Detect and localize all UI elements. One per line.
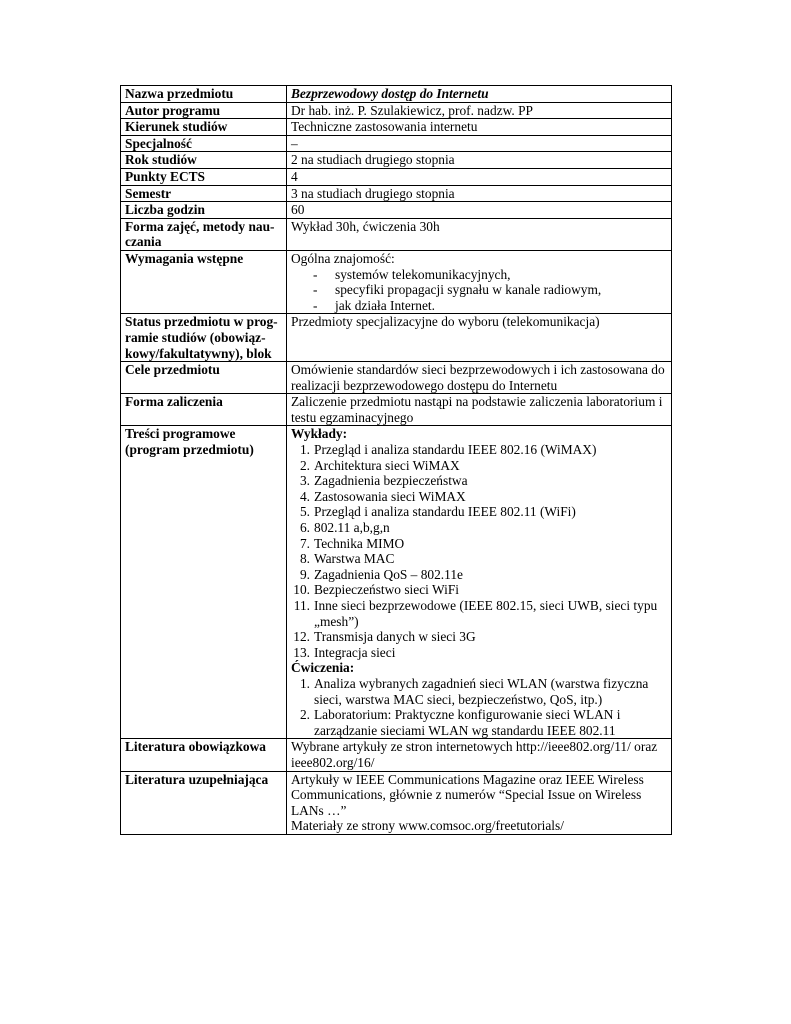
value-semestr: 3 na studiach drugiego stopnia bbox=[287, 185, 672, 202]
list-item bbox=[291, 707, 667, 738]
item-number: 2. bbox=[299, 457, 310, 473]
item-number: 8. bbox=[299, 551, 310, 567]
row-autor bbox=[121, 102, 672, 119]
label-kierunek: Kierunek studiów bbox=[121, 119, 287, 136]
row-semestr bbox=[121, 185, 672, 202]
value-status: Przedmioty specjalizacyjne do wyboru (telekomunikacja) bbox=[287, 314, 672, 362]
cwiczenia-header: Ćwiczenia: bbox=[291, 660, 355, 676]
item-number: 7. bbox=[299, 535, 310, 551]
label-semestr: Semestr bbox=[121, 185, 287, 202]
list-item: - jak działa Internet. bbox=[291, 298, 667, 314]
row-forma-zajec bbox=[121, 218, 672, 250]
row-ects bbox=[121, 168, 672, 185]
row-lit-uzup bbox=[121, 771, 672, 834]
item-text: Inne sieci bezprzewodowe (IEEE 802.15, sieci UWB, sieci typu „mesh”) bbox=[314, 598, 658, 629]
value-ects: 4 bbox=[287, 168, 672, 185]
row-cele bbox=[121, 362, 672, 394]
list-item bbox=[291, 567, 667, 583]
item-text: Transmisja danych w sieci 3G bbox=[314, 629, 476, 645]
lit-uzup-text-2: Materiały ze strony www.comsoc.org/freetutorials/ bbox=[291, 818, 564, 834]
row-rok bbox=[121, 152, 672, 169]
item-number: 11. bbox=[293, 598, 310, 613]
item-number: 4. bbox=[299, 488, 310, 504]
list-item bbox=[291, 629, 667, 645]
value-forma-zajec: Wykład 30h, ćwiczenia 30h bbox=[287, 218, 672, 250]
value-autor: Dr hab. inż. P. Szulakiewicz, prof. nadzw. PP bbox=[287, 102, 672, 119]
label-forma-zaliczenia: Forma zaliczenia bbox=[121, 394, 287, 426]
value-cele: Omówienie standardów sieci bezprzewodowych i ich zastosowana do realizacji bezprzewodowego dostępu do Internetu bbox=[287, 362, 672, 394]
item-number: 3. bbox=[299, 473, 310, 489]
wymagania-list bbox=[291, 267, 667, 314]
list-item bbox=[291, 582, 667, 598]
item-number: 9. bbox=[299, 566, 310, 582]
row-status bbox=[121, 314, 672, 362]
list-item: - systemów telekomunikacyjnych, bbox=[291, 267, 667, 283]
item-text: Bezpieczeństwo sieci WiFi bbox=[314, 582, 459, 598]
list-item bbox=[291, 598, 667, 629]
item-number: 10. bbox=[293, 582, 310, 598]
item-text: Architektura sieci WiMAX bbox=[314, 457, 460, 473]
lit-uzup-text-1: Artykuły w IEEE Communications Magazine oraz IEEE Wireless Communications, głównie z numerów “Special Issue on Wireless LANs …” bbox=[291, 771, 644, 818]
item-number: 5. bbox=[299, 504, 310, 520]
row-tresci bbox=[121, 426, 672, 739]
item-number: 13. bbox=[293, 644, 310, 660]
list-item bbox=[291, 536, 667, 552]
list-item bbox=[291, 676, 667, 707]
label-status: Status przedmiotu w prog-ramie studiów (obowiąz-kowy/fakultatywny), blok bbox=[121, 314, 287, 362]
list-item bbox=[291, 489, 667, 505]
item-number: 6. bbox=[299, 520, 310, 536]
row-kierunek bbox=[121, 119, 672, 136]
list-item bbox=[291, 551, 667, 567]
item-text: Analiza wybranych zagadnień sieci WLAN (warstwa fizyczna sieci, warstwa MAC sieci, bezpieczeństwo, QoS, itp.) bbox=[314, 675, 649, 707]
item-number: 1. bbox=[299, 442, 310, 458]
wyklady-header: Wykłady: bbox=[291, 426, 348, 442]
value-kierunek: Techniczne zastosowania internetu bbox=[287, 119, 672, 136]
value-wymagania bbox=[287, 250, 672, 313]
label-lit-uzup: Literatura uzupełniająca bbox=[121, 771, 287, 834]
wymagania-intro: Ogólna znajomość: bbox=[291, 250, 395, 266]
item-text: Technika MIMO bbox=[314, 535, 405, 551]
item-text: Integracja sieci bbox=[314, 644, 396, 660]
item-text: Warstwa MAC bbox=[314, 551, 395, 567]
value-tresci bbox=[287, 426, 672, 739]
value-nazwa: Bezprzewodowy dostęp do Internetu bbox=[287, 86, 672, 103]
value-lit-obow: Wybrane artykuły ze stron internetowych http://ieee802.org/11/ oraz ieee802.org/16/ bbox=[287, 739, 672, 771]
label-cele: Cele przedmiotu bbox=[121, 362, 287, 394]
item-number: 2. bbox=[299, 707, 310, 723]
list-item bbox=[291, 645, 667, 661]
value-forma-zaliczenia: Zaliczenie przedmiotu nastąpi na podstawie zaliczenia laboratorium i testu egzaminacyjnego bbox=[287, 394, 672, 426]
label-autor: Autor programu bbox=[121, 102, 287, 119]
item-text: Laboratorium: Praktyczne konfigurowanie sieci WLAN i zarządzanie sieciami WLAN wg standardu IEEE 802.11 bbox=[314, 707, 621, 738]
value-godziny: 60 bbox=[287, 202, 672, 219]
item-text: Przegląd i analiza standardu IEEE 802.11 (WiFi) bbox=[314, 504, 576, 520]
row-nazwa bbox=[121, 86, 672, 103]
item-text: Przegląd i analiza standardu IEEE 802.16 (WiMAX) bbox=[314, 442, 597, 458]
item-text: Zagadnienia bezpieczeństwa bbox=[314, 473, 468, 489]
list-item: - specyfiki propagacji sygnału w kanale radiowym, bbox=[291, 282, 667, 298]
list-item bbox=[291, 504, 667, 520]
label-nazwa: Nazwa przedmiotu bbox=[121, 86, 287, 103]
value-lit-uzup bbox=[287, 771, 672, 834]
item-number: 1. bbox=[299, 675, 310, 691]
label-wymagania: Wymagania wstępne bbox=[121, 250, 287, 313]
label-tresci: Treści programowe (program przedmiotu) bbox=[121, 426, 287, 739]
value-rok: 2 na studiach drugiego stopnia bbox=[287, 152, 672, 169]
list-item bbox=[291, 473, 667, 489]
list-item bbox=[291, 458, 667, 474]
label-specjalnosc: Specjalność bbox=[121, 135, 287, 152]
item-number: 12. bbox=[293, 629, 310, 645]
label-forma-zajec: Forma zajęć, metody nau-czania bbox=[121, 218, 287, 250]
label-godziny: Liczba godzin bbox=[121, 202, 287, 219]
item-text: 802.11 a,b,g,n bbox=[314, 520, 390, 536]
wyklady-list bbox=[291, 442, 667, 660]
row-forma-zaliczenia bbox=[121, 394, 672, 426]
row-godziny bbox=[121, 202, 672, 219]
row-specjalnosc bbox=[121, 135, 672, 152]
item-text: Zagadnienia QoS – 802.11e bbox=[314, 566, 463, 582]
row-lit-obow bbox=[121, 739, 672, 771]
label-rok: Rok studiów bbox=[121, 152, 287, 169]
value-specjalnosc: – bbox=[287, 135, 672, 152]
syllabus-table bbox=[120, 85, 672, 835]
label-ects: Punkty ECTS bbox=[121, 168, 287, 185]
list-item bbox=[291, 520, 667, 536]
row-wymagania bbox=[121, 250, 672, 313]
list-item bbox=[291, 442, 667, 458]
cwiczenia-list bbox=[291, 676, 667, 738]
item-text: Zastosowania sieci WiMAX bbox=[314, 488, 466, 504]
label-lit-obow: Literatura obowiązkowa bbox=[121, 739, 287, 771]
